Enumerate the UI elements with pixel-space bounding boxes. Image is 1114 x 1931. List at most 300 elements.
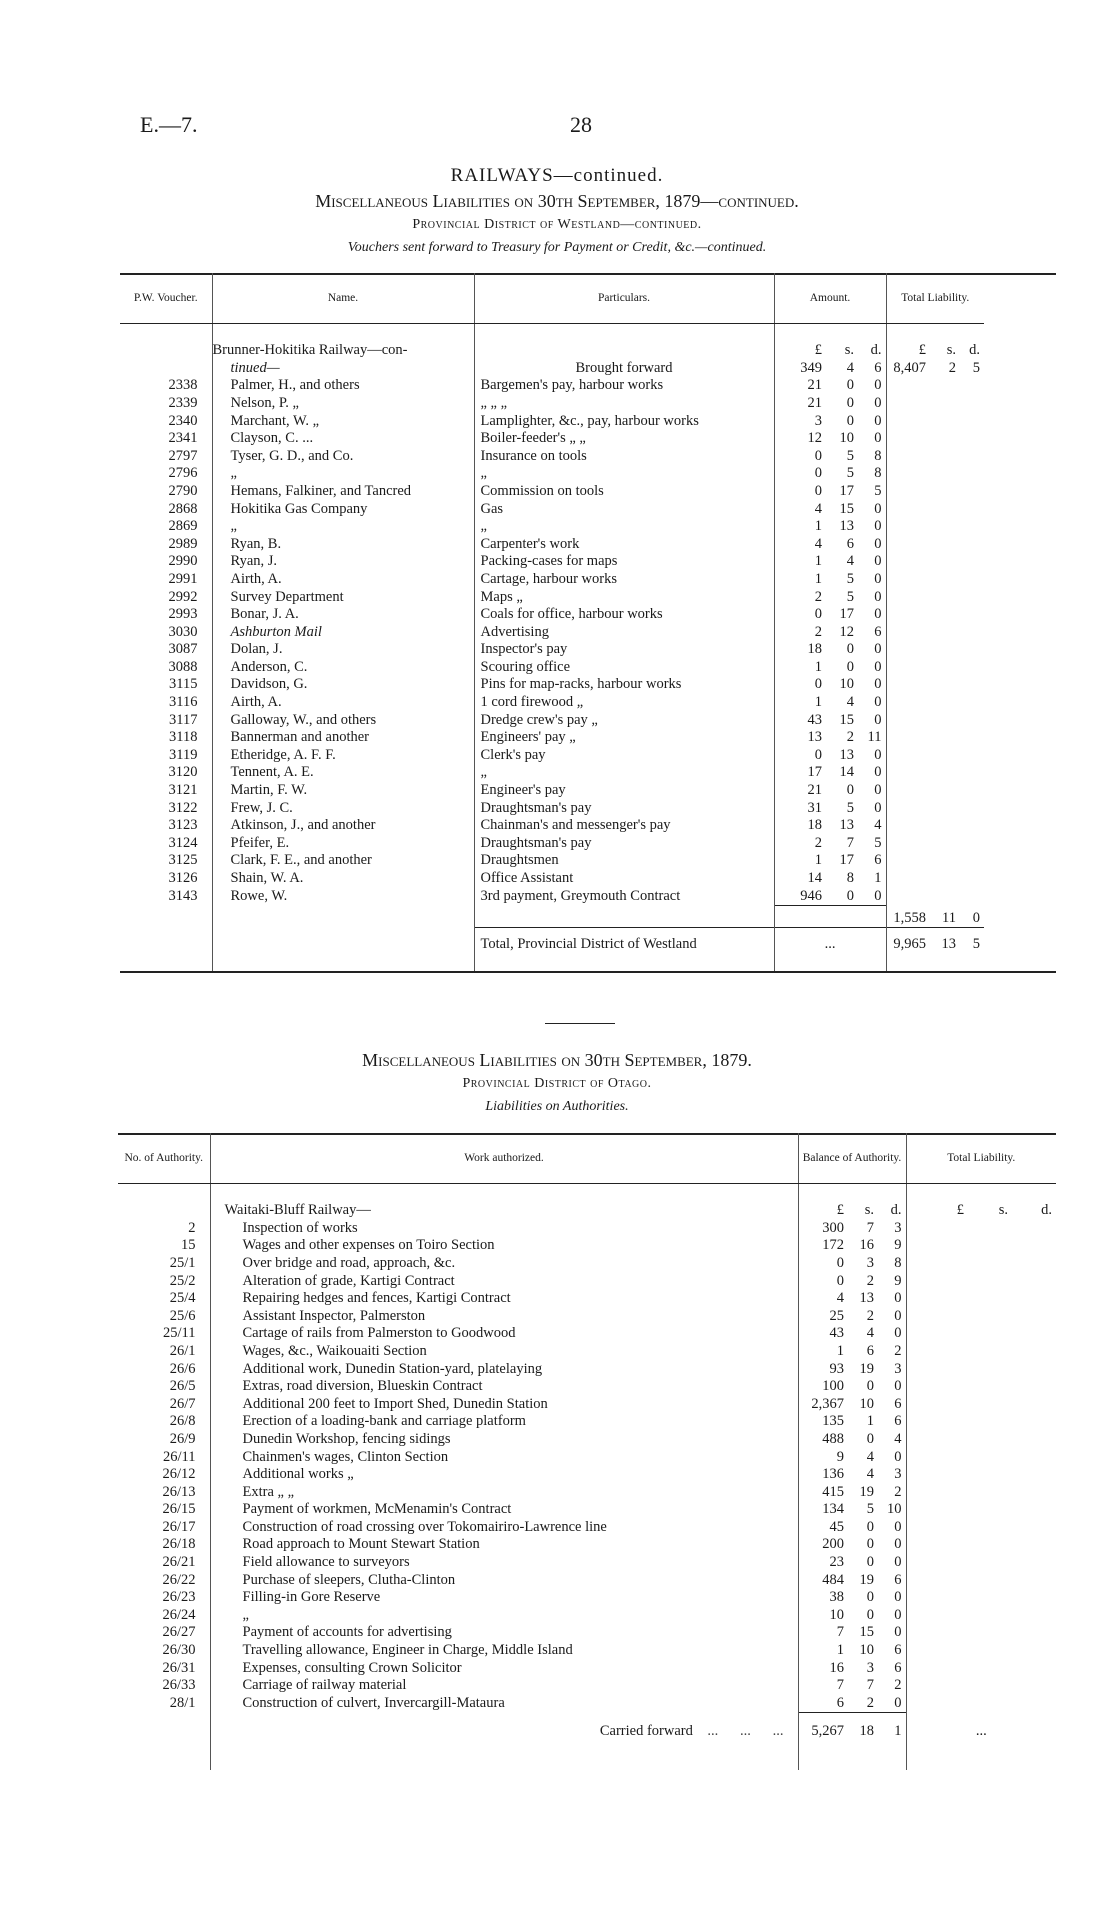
amount-pounds: 3 — [814, 412, 822, 429]
balance-pence: 2 — [878, 1342, 906, 1360]
total-empty — [1012, 1553, 1056, 1571]
balance-pence: 0 — [878, 1448, 906, 1466]
payee-name: Tennent, A. E. — [212, 764, 474, 782]
total-empty — [968, 1395, 1012, 1413]
table-row — [120, 412, 984, 430]
authority-number: 26/27 — [118, 1624, 210, 1642]
total-empty — [968, 1501, 1012, 1519]
balance-shillings: 0 — [866, 1518, 874, 1535]
payee-name: Palmer, H., and others — [212, 377, 474, 395]
particulars: Packing-cases for maps — [474, 553, 774, 571]
particulars: Insurance on tools — [474, 447, 774, 465]
amount-pence: 0 — [858, 799, 886, 817]
balance-pounds: 25 — [829, 1307, 844, 1324]
total-empty — [1012, 1606, 1056, 1624]
total-empty — [930, 500, 960, 518]
balance-shillings: 3 — [866, 1659, 874, 1676]
total-empty — [968, 1237, 1012, 1255]
balance-pounds: 7 — [836, 1677, 844, 1694]
total-empty — [886, 693, 930, 711]
amount-shillings: 14 — [839, 764, 854, 781]
total-empty — [960, 553, 984, 571]
total-empty — [930, 465, 960, 483]
total-empty — [930, 676, 960, 694]
page-number: 28 — [570, 112, 592, 137]
total-empty — [968, 1378, 1012, 1396]
balance-pounds: 7 — [836, 1624, 844, 1641]
total-empty — [1012, 1360, 1056, 1378]
total-empty — [930, 623, 960, 641]
table-row — [120, 377, 984, 395]
table-row — [118, 1483, 1056, 1501]
voucher-number: 2991 — [120, 570, 212, 588]
amount-shillings: 17 — [839, 852, 854, 869]
particulars: Chainman's and messenger's pay — [474, 817, 774, 835]
amount-shillings: 5 — [846, 588, 854, 605]
payee-name: „ — [212, 465, 474, 483]
voucher-number: 3117 — [120, 711, 212, 729]
total-empty — [1012, 1536, 1056, 1554]
balance-pence: 3 — [878, 1219, 906, 1237]
balance-shillings: 15 — [859, 1624, 874, 1641]
total-empty — [906, 1694, 968, 1712]
amount-pence: 0 — [858, 518, 886, 536]
particulars: Engineer's pay — [474, 781, 774, 799]
particulars: Lamplighter, &c., pay, harbour works — [474, 412, 774, 430]
amount-shillings: 0 — [846, 377, 854, 394]
total-empty — [1012, 1589, 1056, 1607]
payee-name: Clark, F. E., and another — [212, 852, 474, 870]
authority-number: 26/22 — [118, 1571, 210, 1589]
total-empty — [1012, 1430, 1056, 1448]
balance-shillings: 19 — [859, 1571, 874, 1588]
total-shillings: 13 — [930, 927, 960, 953]
total-empty — [968, 1448, 1012, 1466]
table-row — [120, 570, 984, 588]
balance-pence: 0 — [878, 1290, 906, 1308]
total-empty — [960, 658, 984, 676]
amount-shillings: 5 — [846, 570, 854, 587]
table-row — [120, 535, 984, 553]
currency-shillings: s. — [844, 342, 854, 359]
particulars: Dredge crew's pay „ — [474, 711, 774, 729]
col-header-name: Name. — [212, 273, 474, 324]
work-authorized: Chainmen's wages, Clinton Section — [210, 1448, 798, 1466]
work-authorized: Construction of culvert, Invercargill-Mataura — [210, 1694, 798, 1712]
work-authorized: Assistant Inspector, Palmerston — [210, 1307, 798, 1325]
total-empty — [906, 1466, 968, 1484]
amount-pounds: 18 — [807, 817, 822, 834]
total-empty — [930, 377, 960, 395]
balance-shillings: 0 — [866, 1606, 874, 1623]
particulars: Pins for map-racks, harbour works — [474, 676, 774, 694]
amount-pounds: 18 — [807, 641, 822, 658]
total-empty — [906, 1518, 968, 1536]
balance-pounds: 135 — [822, 1413, 844, 1430]
payee-name: Clayson, C. ... — [212, 430, 474, 448]
total-empty — [886, 623, 930, 641]
particulars: Carpenter's work — [474, 535, 774, 553]
total-empty — [968, 1571, 1012, 1589]
particulars: Boiler-feeder's „ „ — [474, 430, 774, 448]
table-row — [118, 1360, 1056, 1378]
amount-shillings: 17 — [839, 606, 854, 623]
total-currency-pence: d. — [969, 342, 980, 359]
table-row — [118, 1448, 1056, 1466]
total-empty — [906, 1677, 968, 1695]
authority-number: 28/1 — [118, 1694, 210, 1712]
table-row — [120, 588, 984, 606]
amount-shillings: 5 — [846, 447, 854, 464]
total-empty — [906, 1219, 968, 1237]
total-empty — [906, 1360, 968, 1378]
amount-shillings: 12 — [839, 623, 854, 640]
total-empty — [886, 869, 930, 887]
total-empty — [960, 711, 984, 729]
total-empty — [906, 1536, 968, 1554]
balance-pence: 9 — [878, 1237, 906, 1255]
total-pounds: 9,965 — [886, 927, 930, 953]
work-authorized: Construction of road crossing over Tokomairiro-Lawrence line — [210, 1518, 798, 1536]
total-empty — [960, 412, 984, 430]
total-empty — [886, 518, 930, 536]
total-empty — [960, 482, 984, 500]
voucher-number: 2339 — [120, 394, 212, 412]
particulars: Draughtsmen — [474, 852, 774, 870]
table-row — [120, 658, 984, 676]
col-header-voucher: P.W. Voucher. — [120, 273, 212, 324]
total-empty — [930, 535, 960, 553]
total-empty — [886, 447, 930, 465]
total-empty — [886, 658, 930, 676]
total-empty — [930, 693, 960, 711]
particulars: 1 cord firewood „ — [474, 693, 774, 711]
authority-number: 26/8 — [118, 1413, 210, 1431]
total-empty — [886, 394, 930, 412]
cf-shillings: 18 — [848, 1712, 878, 1740]
authority-number: 26/21 — [118, 1553, 210, 1571]
balance-pence: 0 — [878, 1553, 906, 1571]
balance-pounds: 93 — [829, 1360, 844, 1377]
particulars: „ — [474, 465, 774, 483]
balance-shillings: 0 — [866, 1378, 874, 1395]
authority-number: 26/12 — [118, 1466, 210, 1484]
amount-pounds: 21 — [807, 782, 822, 799]
work-authorized: Expenses, consulting Crown Solicitor — [210, 1659, 798, 1677]
amount-shillings: 2 — [846, 729, 854, 746]
amount-pounds: 1 — [814, 570, 822, 587]
work-authorized: Filling-in Gore Reserve — [210, 1589, 798, 1607]
cf-pounds: 5,267 — [798, 1712, 848, 1740]
amount-shillings: 5 — [846, 799, 854, 816]
balance-shillings: 10 — [859, 1642, 874, 1659]
payee-name: Etheridge, A. F. F. — [212, 746, 474, 764]
table-row — [120, 729, 984, 747]
balance-pence: 3 — [878, 1360, 906, 1378]
total-empty — [886, 781, 930, 799]
authority-number: 26/6 — [118, 1360, 210, 1378]
otago-subtitle: Miscellaneous Liabilities on 30th September, 1879. — [362, 1050, 752, 1070]
total-empty — [906, 1307, 968, 1325]
total-empty — [906, 1606, 968, 1624]
otago-currency-pounds: £ — [836, 1202, 844, 1219]
table-row — [120, 518, 984, 536]
payee-name: Davidson, G. — [212, 676, 474, 694]
total-empty — [968, 1413, 1012, 1431]
voucher-number: 3030 — [120, 623, 212, 641]
work-authorized: Cartage of rails from Palmerston to Goodwood — [210, 1325, 798, 1343]
table-row — [120, 553, 984, 571]
table-row — [118, 1325, 1056, 1343]
voucher-number: 2990 — [120, 553, 212, 571]
table-row — [118, 1571, 1056, 1589]
amount-shillings: 0 — [846, 887, 854, 904]
work-authorized: Payment of workmen, McMenamin's Contract — [210, 1501, 798, 1519]
balance-pence: 0 — [878, 1694, 906, 1712]
total-empty — [906, 1342, 968, 1360]
total-empty — [886, 729, 930, 747]
total-empty — [1012, 1518, 1056, 1536]
total-empty — [906, 1571, 968, 1589]
authority-number: 26/15 — [118, 1501, 210, 1519]
payee-name: Dolan, J. — [212, 641, 474, 659]
authority-number: 26/17 — [118, 1518, 210, 1536]
payee-name: Atkinson, J., and another — [212, 817, 474, 835]
amount-pounds: 1 — [814, 658, 822, 675]
section-title: RAILWAYS—continued. — [450, 165, 664, 186]
total-empty — [960, 834, 984, 852]
total-empty — [968, 1254, 1012, 1272]
amount-shillings: 0 — [846, 658, 854, 675]
currency-pounds: £ — [814, 342, 822, 359]
total-empty — [968, 1641, 1012, 1659]
amount-pence: 8 — [858, 465, 886, 483]
balance-shillings: 7 — [866, 1677, 874, 1694]
balance-pounds: 0 — [836, 1254, 844, 1271]
total-empty — [960, 430, 984, 448]
balance-pounds: 16 — [829, 1659, 844, 1676]
balance-shillings: 1 — [866, 1413, 874, 1430]
amount-pounds: 2 — [814, 623, 822, 640]
table-row — [118, 1677, 1056, 1695]
table-row — [118, 1553, 1056, 1571]
otago-currency-pence: d. — [878, 1202, 906, 1220]
table-row — [120, 641, 984, 659]
total-empty — [968, 1518, 1012, 1536]
particulars: Draughtsman's pay — [474, 834, 774, 852]
work-authorized: Payment of accounts for advertising — [210, 1624, 798, 1642]
amount-shillings: 13 — [839, 817, 854, 834]
balance-pence: 0 — [878, 1518, 906, 1536]
balance-pence: 2 — [878, 1677, 906, 1695]
col-header-work: Work authorized. — [210, 1133, 798, 1184]
total-empty — [960, 606, 984, 624]
col-header-particulars: Particulars. — [474, 273, 774, 324]
work-authorized: Wages, &c., Waikouaiti Section — [210, 1342, 798, 1360]
table-bottom-rule — [120, 971, 1056, 973]
total-empty — [906, 1624, 968, 1642]
voucher-number: 3124 — [120, 834, 212, 852]
table-row — [118, 1290, 1056, 1308]
amount-pence: 0 — [858, 658, 886, 676]
otago-currency-shillings: s. — [864, 1202, 874, 1219]
balance-shillings: 10 — [859, 1395, 874, 1412]
voucher-number: 2869 — [120, 518, 212, 536]
balance-pence: 9 — [878, 1272, 906, 1290]
total-empty — [1012, 1395, 1056, 1413]
westland-liabilities-table — [120, 273, 984, 971]
total-empty — [960, 869, 984, 887]
authority-number: 26/7 — [118, 1395, 210, 1413]
particulars: Cartage, harbour works — [474, 570, 774, 588]
table-row — [118, 1659, 1056, 1677]
balance-shillings: 2 — [866, 1307, 874, 1324]
total-label: Total, Provincial District of Westland — [474, 927, 774, 953]
balance-shillings: 19 — [859, 1360, 874, 1377]
amount-shillings: 6 — [846, 535, 854, 552]
payee-name: Pfeifer, E. — [212, 834, 474, 852]
total-empty — [930, 641, 960, 659]
total-empty — [930, 570, 960, 588]
total-empty — [886, 606, 930, 624]
amount-pence: 0 — [858, 377, 886, 395]
balance-pounds: 200 — [822, 1536, 844, 1553]
balance-pounds: 10 — [829, 1606, 844, 1623]
total-empty — [968, 1360, 1012, 1378]
balance-pence: 6 — [878, 1641, 906, 1659]
total-empty — [930, 518, 960, 536]
balance-shillings: 4 — [866, 1448, 874, 1465]
voucher-number: 3123 — [120, 817, 212, 835]
total-empty — [886, 430, 930, 448]
balance-shillings: 7 — [866, 1219, 874, 1236]
amount-pounds: 1 — [814, 694, 822, 711]
total-empty — [960, 641, 984, 659]
voucher-number: 2868 — [120, 500, 212, 518]
total-empty — [960, 588, 984, 606]
amount-pounds: 2 — [814, 834, 822, 851]
amount-shillings: 0 — [846, 412, 854, 429]
total-empty — [960, 394, 984, 412]
amount-pence: 5 — [858, 834, 886, 852]
authority-number: 25/4 — [118, 1290, 210, 1308]
table-row — [118, 1641, 1056, 1659]
authority-number: 25/11 — [118, 1325, 210, 1343]
otago-group-heading: Waitaki-Bluff Railway— — [210, 1202, 798, 1220]
balance-pounds: 4 — [836, 1290, 844, 1307]
subtotal-pounds: 1,558 — [893, 909, 926, 926]
amount-shillings: 0 — [846, 782, 854, 799]
total-empty — [906, 1272, 968, 1290]
amount-pence: 6 — [858, 852, 886, 870]
balance-shillings: 16 — [859, 1237, 874, 1254]
table-row — [118, 1254, 1056, 1272]
total-empty — [930, 764, 960, 782]
amount-pounds: 946 — [800, 887, 822, 904]
authority-number: 26/24 — [118, 1606, 210, 1624]
table-row — [118, 1272, 1056, 1290]
vouchers-note: Vouchers sent forward to Treasury for Payment or Credit, &c.—continued. — [347, 240, 767, 255]
total-empty — [960, 570, 984, 588]
amount-pence: 8 — [858, 447, 886, 465]
total-empty — [930, 817, 960, 835]
amount-pence: 1 — [858, 869, 886, 887]
table-row — [118, 1501, 1056, 1519]
amount-pounds: 1 — [814, 518, 822, 535]
amount-pounds: 13 — [807, 729, 822, 746]
total-empty — [960, 852, 984, 870]
total-empty — [930, 553, 960, 571]
amount-pounds: 0 — [814, 676, 822, 693]
total-empty — [968, 1290, 1012, 1308]
balance-pence: 0 — [878, 1536, 906, 1554]
amount-shillings: 15 — [839, 711, 854, 728]
voucher-number: 2341 — [120, 430, 212, 448]
voucher-number: 3115 — [120, 676, 212, 694]
balance-pounds: 488 — [822, 1430, 844, 1447]
authority-number: 26/9 — [118, 1430, 210, 1448]
payee-name: „ — [212, 518, 474, 536]
total-empty — [960, 781, 984, 799]
particulars: „ — [474, 518, 774, 536]
total-empty — [960, 746, 984, 764]
total-empty — [930, 412, 960, 430]
total-amount-dots: ... — [774, 927, 886, 953]
balance-pounds: 6 — [836, 1694, 844, 1711]
total-empty — [886, 377, 930, 395]
amount-pence: 0 — [858, 535, 886, 553]
balance-shillings: 19 — [859, 1483, 874, 1500]
balance-pounds: 172 — [822, 1237, 844, 1254]
authority-number: 26/33 — [118, 1677, 210, 1695]
currency-pence: d. — [858, 342, 886, 360]
amount-shillings: 0 — [846, 394, 854, 411]
balance-pounds: 484 — [822, 1571, 844, 1588]
voucher-number: 3121 — [120, 781, 212, 799]
balance-shillings: 0 — [866, 1430, 874, 1447]
balance-shillings: 0 — [866, 1554, 874, 1571]
cf-total: ... — [975, 1723, 987, 1740]
table-row — [120, 465, 984, 483]
col-header-authority: No. of Authority. — [118, 1133, 210, 1184]
total-empty — [930, 834, 960, 852]
work-authorized: Carriage of railway material — [210, 1677, 798, 1695]
table-row — [120, 887, 984, 905]
total-empty — [886, 711, 930, 729]
total-empty — [960, 518, 984, 536]
total-currency-shillings: s. — [946, 342, 956, 359]
balance-pounds: 38 — [829, 1589, 844, 1606]
payee-name: Martin, F. W. — [212, 781, 474, 799]
table-row — [118, 1307, 1056, 1325]
col-header-amount: Amount. — [774, 273, 886, 324]
total-empty — [1012, 1307, 1056, 1325]
col-header-total-liability: Total Liability. — [906, 1133, 1056, 1184]
payee-name: Anderson, C. — [212, 658, 474, 676]
total-empty — [906, 1378, 968, 1396]
authority-number: 2 — [118, 1219, 210, 1237]
balance-shillings: 2 — [866, 1694, 874, 1711]
total-empty — [960, 729, 984, 747]
authority-number: 26/31 — [118, 1659, 210, 1677]
balance-pounds: 415 — [822, 1483, 844, 1500]
voucher-number: 3088 — [120, 658, 212, 676]
total-empty — [968, 1272, 1012, 1290]
balance-pounds: 45 — [829, 1518, 844, 1535]
total-empty — [886, 500, 930, 518]
balance-shillings: 3 — [866, 1254, 874, 1271]
amount-pence: 0 — [858, 887, 886, 905]
